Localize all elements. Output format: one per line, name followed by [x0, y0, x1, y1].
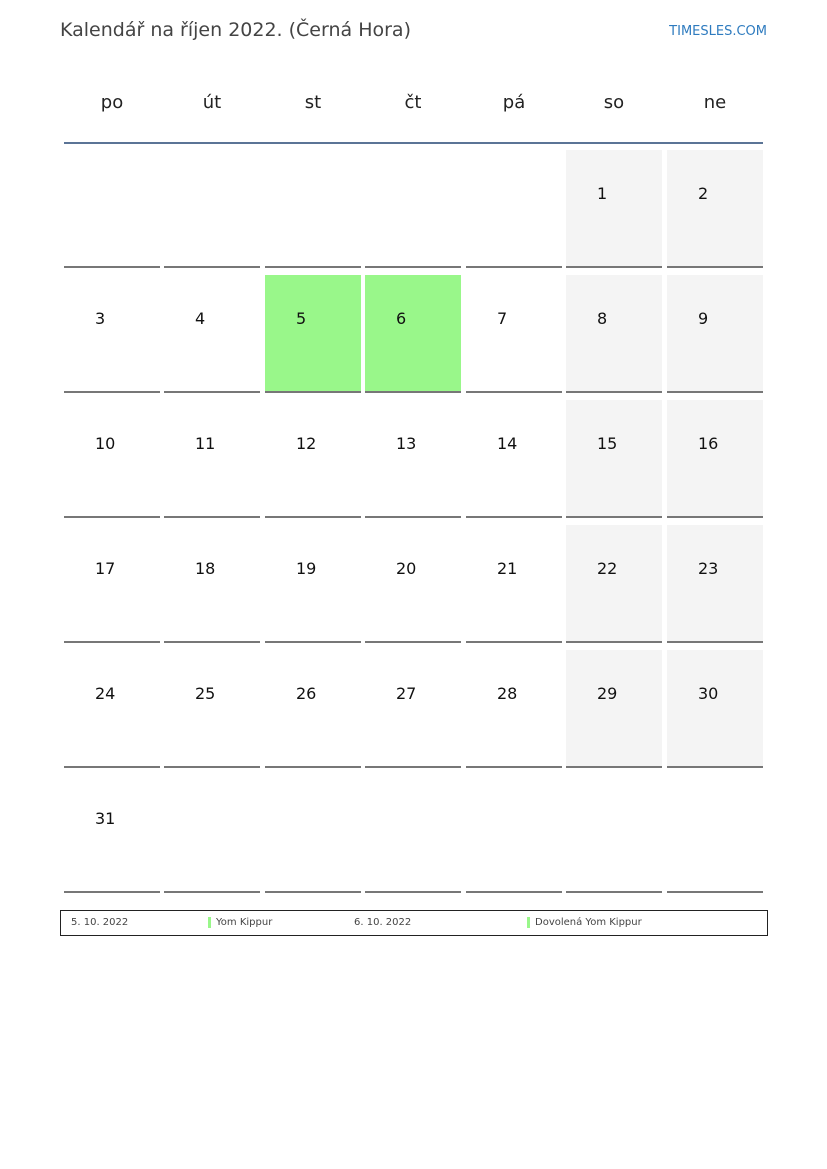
- day-number: 26: [296, 684, 317, 703]
- page-title: Kalendář na říjen 2022. (Černá Hora): [60, 19, 411, 41]
- day-number: 24: [95, 684, 116, 703]
- weekend-day-cell: [667, 650, 763, 768]
- day-cell: [164, 650, 260, 768]
- day-number: 20: [396, 559, 417, 578]
- day-number: 1: [597, 184, 608, 203]
- day-number: 19: [296, 559, 317, 578]
- weekend-day-cell: [566, 275, 662, 393]
- day-number: 27: [396, 684, 417, 703]
- day-number: 9: [698, 309, 709, 328]
- day-cell: [265, 400, 361, 518]
- legend-date: 6. 10. 2022: [354, 917, 412, 928]
- weekend-day-cell: [667, 150, 763, 268]
- weekend-day-cell: [566, 525, 662, 643]
- day-cell: [365, 650, 461, 768]
- day-cell: [64, 775, 160, 893]
- day-cell: [164, 400, 260, 518]
- weekend-day-cell: [566, 650, 662, 768]
- weekend-day-cell: [667, 525, 763, 643]
- empty-day-cell: [365, 150, 461, 268]
- empty-day-cell: [265, 775, 361, 893]
- day-cell: [466, 525, 562, 643]
- weekday-header-row: [0, 92, 827, 116]
- day-cell: [64, 275, 160, 393]
- brand-link[interactable]: TIMESLES.COM: [669, 24, 767, 39]
- empty-day-cell: [64, 150, 160, 268]
- day-cell: [265, 525, 361, 643]
- weekday-label: po: [100, 92, 124, 113]
- empty-day-cell: [164, 775, 260, 893]
- day-cell: [64, 400, 160, 518]
- empty-day-cell: [265, 150, 361, 268]
- day-number: 11: [195, 434, 216, 453]
- empty-day-cell: [466, 150, 562, 268]
- legend-holiday-name: Dovolená Yom Kippur: [535, 917, 642, 928]
- day-number: 2: [698, 184, 709, 203]
- day-number: 17: [95, 559, 116, 578]
- weekend-day-cell: [667, 275, 763, 393]
- weekday-label: ne: [703, 92, 727, 113]
- day-number: 23: [698, 559, 719, 578]
- day-number: 12: [296, 434, 317, 453]
- empty-day-cell: [566, 775, 662, 893]
- weekday-label: pá: [502, 92, 526, 113]
- header-divider: [64, 142, 763, 144]
- day-number: 15: [597, 434, 618, 453]
- day-cell: [466, 275, 562, 393]
- weekday-label: so: [603, 92, 625, 113]
- day-number: 18: [195, 559, 216, 578]
- empty-day-cell: [466, 775, 562, 893]
- day-cell: [164, 275, 260, 393]
- weekend-day-cell: [566, 150, 662, 268]
- day-number: 6: [396, 309, 407, 328]
- empty-day-cell: [164, 150, 260, 268]
- day-cell: [265, 650, 361, 768]
- weekday-label: čt: [404, 92, 422, 113]
- holiday-day-cell: [365, 275, 461, 393]
- day-cell: [466, 650, 562, 768]
- legend-color-marker: [527, 917, 530, 928]
- legend-color-marker: [208, 917, 211, 928]
- holiday-day-cell: [265, 275, 361, 393]
- day-number: 13: [396, 434, 417, 453]
- legend-holiday-name: Yom Kippur: [216, 917, 273, 928]
- empty-day-cell: [667, 775, 763, 893]
- day-cell: [466, 400, 562, 518]
- day-number: 25: [195, 684, 216, 703]
- day-number: 16: [698, 434, 719, 453]
- day-cell: [164, 525, 260, 643]
- day-number: 4: [195, 309, 206, 328]
- weekday-label: st: [304, 92, 322, 113]
- weekend-day-cell: [667, 400, 763, 518]
- day-number: 8: [597, 309, 608, 328]
- day-number: 29: [597, 684, 618, 703]
- weekday-label: út: [202, 92, 222, 113]
- day-number: 22: [597, 559, 618, 578]
- day-number: 28: [497, 684, 518, 703]
- day-cell: [365, 525, 461, 643]
- day-cell: [64, 525, 160, 643]
- day-number: 5: [296, 309, 307, 328]
- day-number: 7: [497, 309, 508, 328]
- day-cell: [64, 650, 160, 768]
- legend-date: 5. 10. 2022: [71, 917, 129, 928]
- day-number: 21: [497, 559, 518, 578]
- day-number: 14: [497, 434, 518, 453]
- day-number: 3: [95, 309, 106, 328]
- day-number: 10: [95, 434, 116, 453]
- day-cell: [365, 400, 461, 518]
- day-number: 30: [698, 684, 719, 703]
- empty-day-cell: [365, 775, 461, 893]
- weekend-day-cell: [566, 400, 662, 518]
- day-number: 31: [95, 809, 116, 828]
- holiday-legend: [60, 910, 768, 936]
